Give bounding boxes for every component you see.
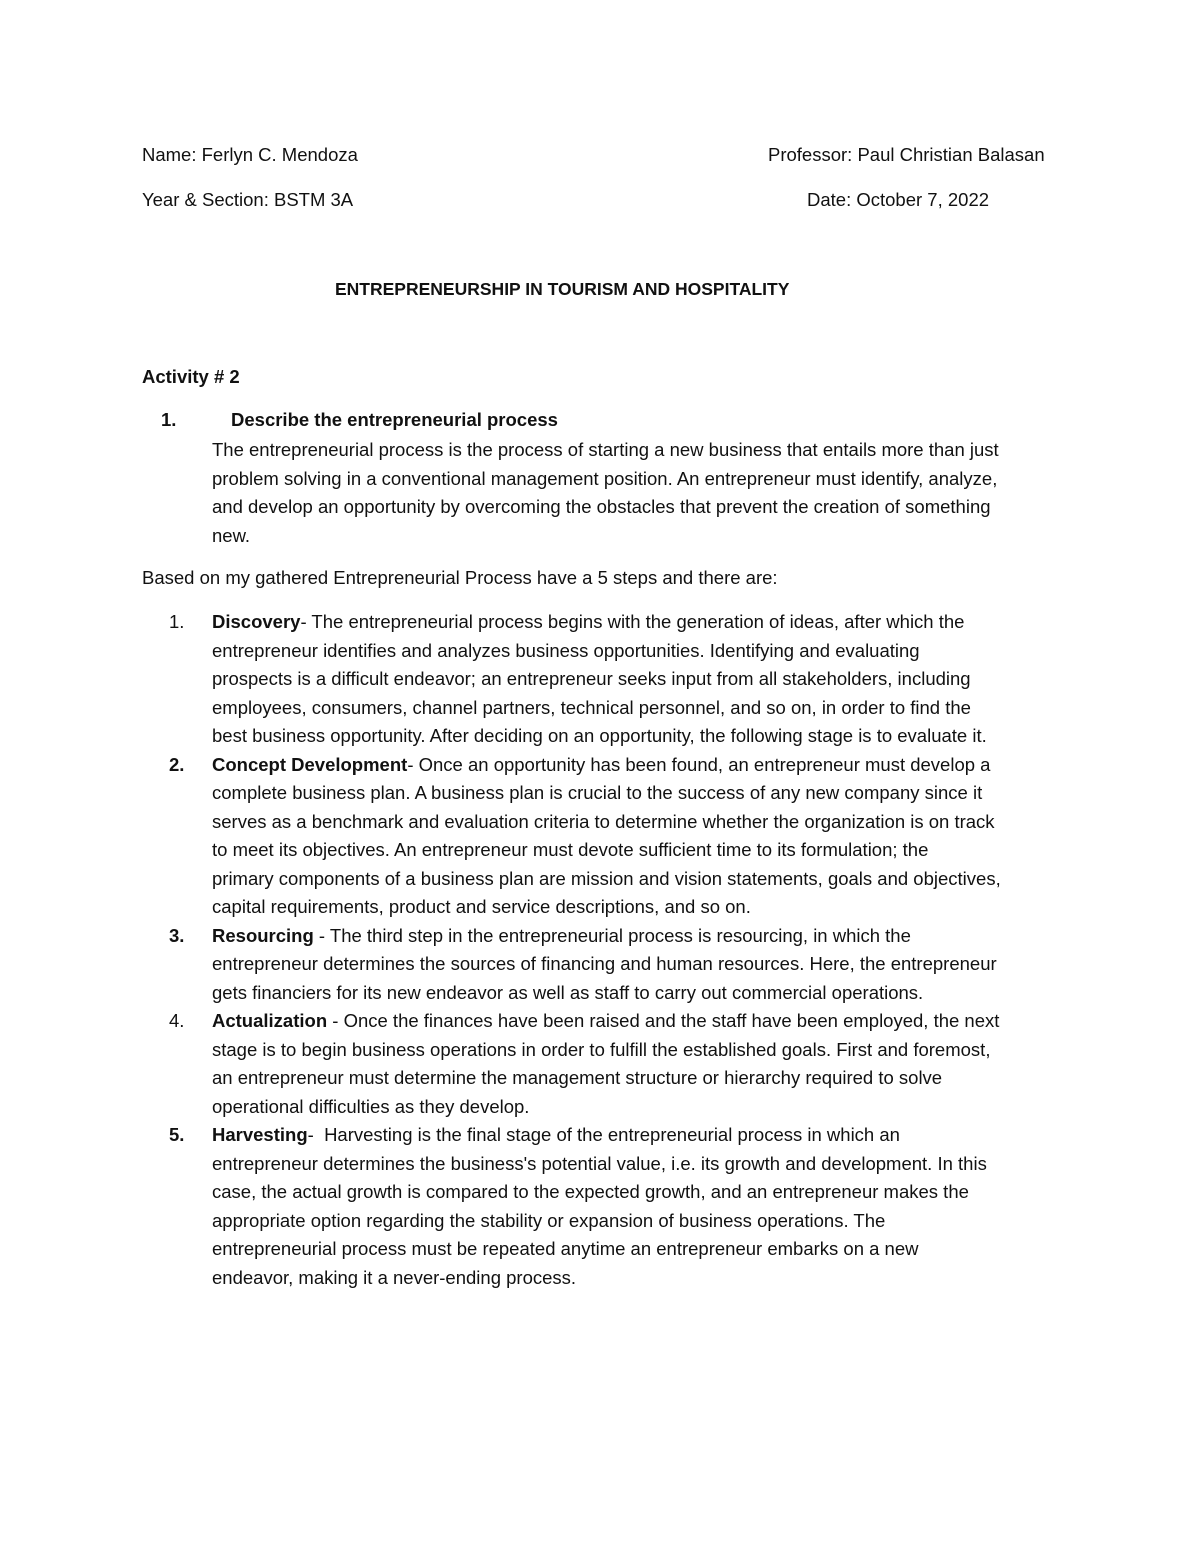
step-line: - Once the finances have been raised and the staff have been employed, the next	[327, 1010, 1000, 1031]
step-number: 2.	[169, 753, 185, 775]
step-line: complete business plan. A business plan is crucial to the success of any new company since it	[212, 782, 983, 803]
answer-line: The entrepreneurial process is the process of starting a new business that entails more than just	[212, 439, 999, 460]
step-line: - Harvesting is the final stage of the entrepreneurial process in which an	[307, 1124, 900, 1145]
step-term: Discovery	[212, 611, 301, 632]
step-line: endeavor, making it a never-ending process.	[212, 1266, 577, 1288]
step-line: employees, consumers, channel partners, technical personnel, and so on, in order to find the	[212, 696, 971, 718]
activity-heading: Activity # 2	[142, 366, 240, 387]
question-answer	[212, 436, 1092, 550]
step-line: an entrepreneur must determine the management structure or hierarchy required to solve	[212, 1067, 943, 1088]
answer-line: problem solving in a conventional management position. An entrepreneur must identify, analyze,	[212, 467, 998, 489]
step-term: Concept Development	[212, 753, 408, 775]
document-title: ENTREPRENEURSHIP IN TOURISM AND HOSPITALITY	[335, 279, 790, 299]
question-heading: Describe the entrepreneurial process	[231, 409, 558, 430]
step-line: best business opportunity. After deciding on an opportunity, the following stage is to evaluate it.	[212, 725, 987, 746]
step-line: operational difficulties as they develop.	[212, 1095, 530, 1117]
answer-line: and develop an opportunity by overcoming the obstacles that prevent the creation of something	[212, 496, 991, 517]
step-line: - The entrepreneurial process begins with the generation of ideas, after which the	[300, 611, 965, 632]
student-name: Name: Ferlyn C. Mendoza	[142, 144, 358, 165]
step-line: stage is to begin business operations in order to fulfill the established goals. First and foremost,	[212, 1038, 991, 1060]
step-line: case, the actual growth is compared to the expected growth, and an entrepreneur makes the	[212, 1181, 969, 1202]
step-line: primary components of a business plan are mission and vision statements, goals and objectives,	[212, 867, 1001, 889]
step-line: capital requirements, product and service descriptions, and so on.	[212, 896, 751, 917]
steps-list	[150, 608, 1070, 1292]
list-item	[150, 608, 1070, 751]
list-item	[150, 922, 1070, 1008]
step-term: Harvesting	[212, 1124, 308, 1145]
step-line: appropriate option regarding the stability or expansion of business operations. The	[212, 1209, 886, 1231]
step-term: Actualization	[212, 1010, 328, 1031]
question-number: 1.	[161, 409, 177, 430]
step-number: 3.	[169, 924, 185, 946]
step-line: entrepreneurial process must be repeated anytime an entrepreneur embarks on a new	[212, 1238, 919, 1259]
step-line: entrepreneur identifies and analyzes business opportunities. Identifying and evaluating	[212, 639, 920, 661]
step-number: 5.	[169, 1124, 185, 1145]
step-number: 4.	[169, 1010, 185, 1031]
list-item	[150, 1121, 1070, 1292]
step-line: entrepreneur determines the business's potential value, i.e. its growth and development. In this	[212, 1152, 987, 1174]
step-number: 1.	[169, 611, 185, 632]
professor-name: Professor: Paul Christian Balasan	[768, 144, 1045, 165]
step-line: serves as a benchmark and evaluation criteria to determine whether the organization is on track	[212, 810, 995, 832]
list-item	[150, 1007, 1070, 1121]
steps-intro: Based on my gathered Entrepreneurial Process have a 5 steps and there are:	[142, 567, 778, 588]
year-section: Year & Section: BSTM 3A	[142, 189, 354, 210]
step-term: Resourcing	[212, 924, 314, 946]
list-item	[150, 751, 1070, 922]
answer-line: new.	[212, 524, 251, 546]
step-line: - The third step in the entrepreneurial process is resourcing, in which the	[313, 924, 911, 946]
step-line: to meet its objectives. An entrepreneur must devote sufficient time to its formulation; the	[212, 839, 929, 860]
step-line: entrepreneur determines the sources of financing and human resources. Here, the entrepreneur	[212, 953, 997, 974]
date: Date: October 7, 2022	[807, 189, 990, 210]
step-line: - Once an opportunity has been found, an entrepreneur must develop a	[407, 753, 991, 775]
step-line: prospects is a difficult endeavor; an entrepreneur seeks input from all stakeholders, including	[212, 668, 971, 689]
step-line: gets financiers for its new endeavor as well as staff to carry out commercial operations.	[212, 981, 924, 1003]
